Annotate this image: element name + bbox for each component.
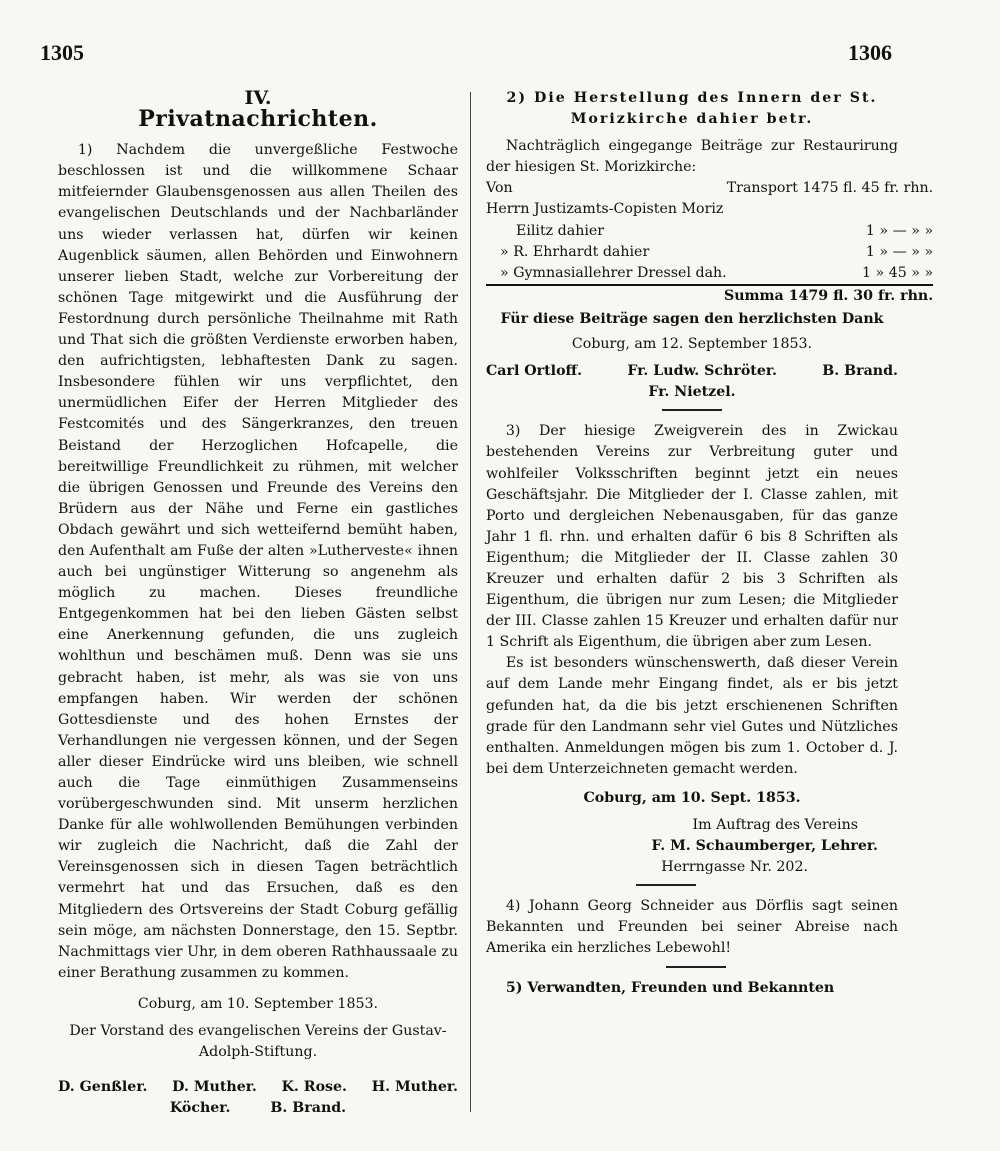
section-title: Privatnachrichten.: [138, 106, 378, 133]
contrib-label: Von: [486, 180, 513, 197]
signer-name: B. Brand.: [270, 1100, 347, 1117]
table-row: [486, 242, 933, 263]
item-5-text: 5) Verwandten, Freunden und Bekannten: [505, 979, 835, 996]
item-4-text: 4) Johann Georg Schneider aus Dörflis sagt seinen Bekannten und Freunden bei seiner Abreise nach Amerika ein herzliches Lebewohl!: [486, 898, 898, 957]
section-number: IV.: [244, 87, 272, 109]
contrib-amount: [727, 199, 933, 220]
item-3-sig-1: Im Auftrag des Vereins: [692, 817, 858, 833]
notice-1-signature-intro: Der Vorstand des evangelischen Vereins der Gustav-Adolph-Stiftung.: [69, 1023, 447, 1061]
item-2-date: Coburg, am 12. September 1853.: [571, 336, 813, 353]
item-3-sig-3: Herrngasse Nr. 202.: [661, 859, 808, 876]
signer-name: D. Genßler.: [58, 1079, 148, 1096]
signer-name: B. Brand.: [822, 363, 898, 380]
contrib-label: Herrn Justizamts-Copisten Moriz: [486, 201, 724, 218]
item-2-title: 2) Die Herstellung des Innern der St. Morizkirche dahier betr.: [506, 90, 878, 128]
separator-rule: [636, 884, 696, 886]
notice-1-text: 1) Nachdem die unvergeßliche Festwoche beschlossen ist und die willkommene Schaar mitfeiernder Glaubensgenossen aus allen Theilen des evangelischen Deutschlands und der Nachbarländer uns wieder verlassen hat, dürfen wir keinen Augenblick säumen, allen Behörden und Einwohnern unserer lieben Stadt, welche zur Vorbereitung der schönen Tage mitgewirkt und die Ausführung der Festordnung durch persönliche Theilnahme mit Rath und That sich die größten Verdienste erworben haben, den aufrichtigsten, lebhaftesten Dank zu sagen. Insbesondere fühlen wir uns verpflichtet, den unermüdlichen Eifer der Herren Mitglieder des Festcomités und des Sängerkranzes, den treuen Beistand der Herzoglichen Hofcapelle, die bereitwillige Freundlichkeit zu rühmen, mit welcher die übrigen Genossen und Freunde des Vereins den Brüdern aus der Nähe und Ferne ein gastliches Obdach gewährt und sich wetteifernd bemüht haben, den Aufenthalt am Fuße der alten »Lutherveste« ihnen auch bei ungünstiger Witterung so angenehm als möglich zu machen. Dieses freundliche Entgegenkommen hat bei den lieben Gästen selbst eine Anerkennung gefunden, die uns zugleich wohlthun und beschämen muß. Denn was sie uns gebracht haben, ist mehr, als was sie von uns empfangen haben. Wir werden der schönen Gottesdienste und des hohen Ernstes der Verhandlungen nie vergessen können, und der Segen aller dieser Eindrücke wird uns bleiben, wie schnell auch die Tage einmüthigen Zusammenseins vorübergeschwunden sind. Mit unserm herzlichen Danke für alle wohlwollenden Bemühungen verbinden wir zugleich die Nachricht, daß die Zahl der Vereinsgenossen sich in diesen Tagen beträchtlich vermehrt hat und das Ersuchen, daß es den Mitgliedern des Ortsvereins der Stadt Coburg gefällig sein möge, am nächsten Donnerstage, den 15. Septbr. Nachmittags vier Uhr, in dem oberen Rathhaussaale zu einer Berathung zusammen zu kommen.: [58, 142, 458, 981]
table-row: [486, 221, 933, 242]
item-3-date: Coburg, am 10. Sept. 1853.: [583, 789, 801, 806]
left-column: [58, 88, 458, 1119]
contrib-label: Eilitz dahier: [516, 222, 605, 239]
contrib-sum-row: [486, 285, 933, 307]
item-2-intro: Nachträglich eingegange Beiträge zur Restaurirung der hiesigen St. Morizkirche:: [486, 138, 898, 176]
column-divider: [470, 92, 471, 1112]
signer-name: Fr. Ludw. Schröter.: [627, 363, 777, 380]
table-row: [486, 199, 933, 220]
item-2-thanks: Für diese Beiträge sagen den herzlichsten Dank: [500, 310, 884, 327]
signer-name: Carl Ortloff.: [486, 363, 583, 380]
table-row: [486, 178, 933, 199]
contrib-label: » R. Ehrhardt dahier: [500, 243, 650, 260]
item-3-text-2: Es ist besonders wünschenswerth, daß dieser Verein auf dem Lande mehr Eingang findet, als er bis jetzt gefunden hat, da die bis jetzt erschienenen Schriften grade für den Landmann sehr viel Gutes und Nützliches enthalten. Anmeldungen mögen bis zum 1. October d. J. bei dem Unterzeichneten gemacht werden.: [486, 655, 898, 777]
contrib-sum: Summa 1479 fl. 30 fr. rhn.: [486, 285, 933, 307]
item-2-signer-2: Fr. Nietzel.: [648, 384, 736, 401]
item-3-text-1: 3) Der hiesige Zweigverein des in Zwickau bestehenden Vereins zur Verbreitung guter und wohlfeiler Volksschriften beginnt jetzt ein neues Geschäftsjahr. Die Mitglieder der I. Classe zahlen, mit Porto und dergleichen Nebenausgaben, für das ganze Jahr 1 fl. rhn. und erhalten dafür 6 bis 8 Schriften als Eigenthum; die Mitglieder der II. Classe zahlen 30 Kreuzer und erhalten dafür 2 bis 3 Schriften als Eigenthum, die übrigen nur zum Lesen; die Mitglieder der III. Classe zahlen 15 Kreuzer und erhalten dafür nur 1 Schrift als Eigenthum, die übrigen aber zum Lesen.: [486, 423, 898, 651]
notice-1-signers-row1: [58, 1077, 458, 1098]
separator-rule: [666, 966, 726, 968]
notice-1-signers-row2: [58, 1098, 458, 1119]
signer-name: D. Muther.: [172, 1079, 257, 1096]
contrib-amount: 1 » — » »: [865, 222, 934, 239]
signer-name: Köcher.: [169, 1100, 231, 1117]
signer-name: H. Muther.: [371, 1079, 458, 1096]
contrib-amount: 1 » — » »: [865, 243, 934, 260]
signer-name: K. Rose.: [281, 1079, 347, 1096]
table-row: [486, 263, 933, 285]
contrib-amount: Transport 1475 fl. 45 fr. rhn.: [726, 180, 934, 197]
separator-rule: [662, 409, 722, 411]
contributions-table: [486, 178, 933, 307]
right-column: [486, 88, 934, 999]
page-number-right: 1306: [848, 40, 892, 65]
contrib-label: » Gymnasiallehrer Dressel dah.: [500, 264, 727, 281]
page-number-left: 1305: [40, 40, 84, 65]
item-2-signers-row1: [486, 361, 898, 382]
contrib-amount: 1 » 45 » »: [862, 264, 934, 281]
item-3-sig-2: F. M. Schaumberger, Lehrer.: [651, 838, 878, 855]
notice-1-date: Coburg, am 10. September 1853.: [137, 995, 379, 1012]
